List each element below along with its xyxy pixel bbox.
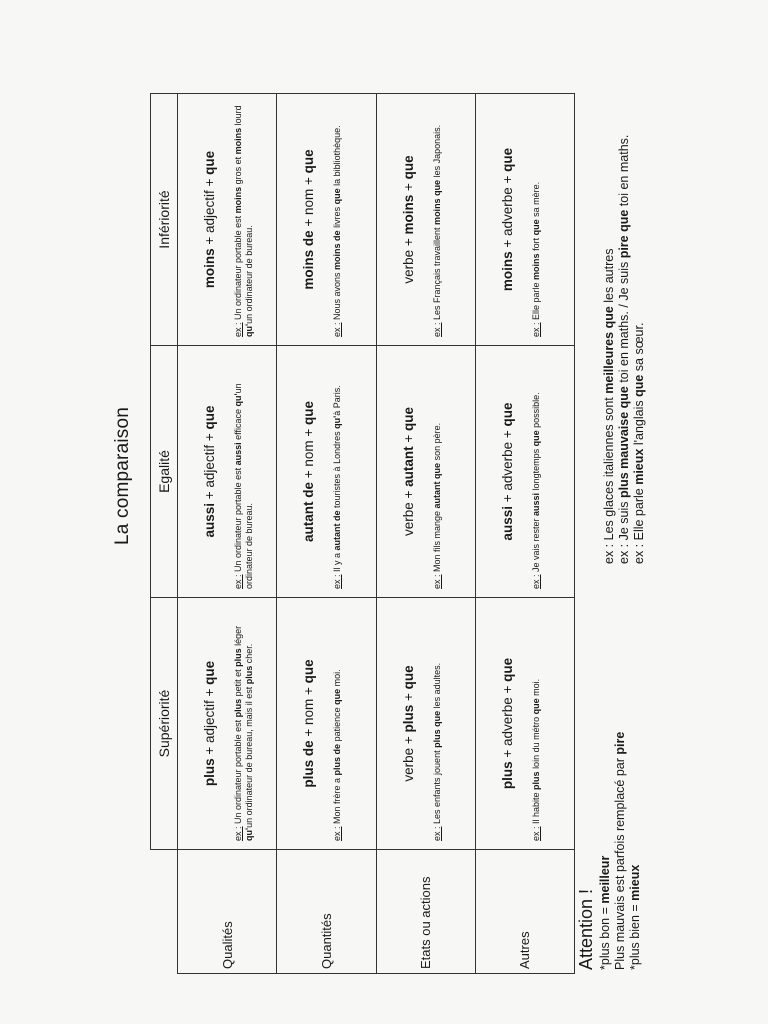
cell-superiorite bbox=[376, 598, 475, 850]
formula: autant de + nom + que bbox=[301, 400, 317, 543]
table-header-row bbox=[151, 94, 178, 974]
formula: moins de + nom + que bbox=[301, 149, 317, 290]
example-text: ex : Les Français travaillent moins que les Japonais. bbox=[431, 124, 442, 337]
example-text: ex : Un ordinateur portable est plus petit et plus léger qu'un ordinateur de bureau, mais il est plus cher. bbox=[233, 625, 255, 841]
attention-line: Plus mauvais est parfois remplacé par pire bbox=[613, 731, 627, 970]
formula: plus de + nom + que bbox=[301, 659, 317, 788]
attention-line: *plus bien = mieux bbox=[628, 864, 642, 970]
cell-egalite bbox=[376, 346, 475, 598]
example-text: ex : Nous avons moins de livres que la bibliothèque. bbox=[332, 125, 343, 337]
header-superiorite: Supériorité bbox=[151, 598, 178, 850]
example-text: ex : Mon frère a plus de patience que moi. bbox=[332, 669, 343, 841]
table-row-autres bbox=[475, 94, 574, 974]
table-row-etats-ou-actions bbox=[376, 94, 475, 974]
example-text: ex : Un ordinateur portable est aussi efficace qu'un ordinateur de bureau. bbox=[233, 383, 255, 589]
formula: moins + adverbe + que bbox=[499, 147, 515, 292]
formula: plus + adjectif + que bbox=[202, 660, 218, 787]
attention-line: *plus bon = meilleur bbox=[598, 855, 612, 970]
row-label: Quantités bbox=[277, 850, 376, 974]
example-text: ex : Mon fils mange autant que son père. bbox=[431, 422, 442, 589]
table-row-qualites bbox=[178, 94, 277, 974]
header-inferiorite: Infériorité bbox=[151, 94, 178, 346]
cell-superiorite bbox=[475, 598, 574, 850]
formula: moins + adjectif + que bbox=[202, 150, 218, 289]
example-text: ex : Elle parle moins fort que sa mère. bbox=[530, 181, 541, 337]
attention-example: ex : Je suis plus mauvaise que toi en maths. / Je suis pire que toi en maths. bbox=[617, 134, 631, 564]
comparison-table bbox=[150, 93, 575, 974]
cell-egalite bbox=[475, 346, 574, 598]
example-text: ex : Il y a autant de touristes à Londres qu'à Paris. bbox=[332, 385, 343, 589]
row-label: Autres bbox=[475, 850, 574, 974]
attention-example: ex : Les glaces italiennes sont meilleures que les autres bbox=[602, 248, 616, 564]
formula: verbe + plus + que bbox=[400, 665, 416, 782]
formula: plus + adverbe + que bbox=[499, 657, 515, 790]
table-row-quantites bbox=[277, 94, 376, 974]
cell-superiorite bbox=[178, 598, 277, 850]
example-text: ex : Il habite plus loin du métro que moi. bbox=[530, 678, 541, 841]
formula: aussi + adverbe + que bbox=[499, 402, 515, 541]
cell-superiorite bbox=[277, 598, 376, 850]
cell-egalite bbox=[277, 346, 376, 598]
header-empty bbox=[151, 850, 178, 974]
row-label: Qualités bbox=[178, 850, 277, 974]
formula: verbe + autant + que bbox=[400, 406, 416, 537]
cell-inferiorite bbox=[376, 94, 475, 346]
cell-inferiorite bbox=[277, 94, 376, 346]
attention-examples bbox=[602, 44, 647, 564]
formula: verbe + moins + que bbox=[400, 155, 416, 284]
cell-inferiorite bbox=[178, 94, 277, 346]
cell-inferiorite bbox=[475, 94, 574, 346]
example-text: ex : Un ordinateur portable est moins gros et moins lourd qu'un ordinateur de bureau. bbox=[233, 105, 255, 337]
cell-egalite bbox=[178, 346, 277, 598]
attention-notes bbox=[576, 550, 643, 970]
attention-title: Attention ! bbox=[576, 888, 596, 970]
page-title: La comparaison bbox=[112, 407, 133, 545]
example-text: ex : Les enfants jouent plus que les adultes. bbox=[431, 662, 442, 841]
row-label: Etats ou actions bbox=[376, 850, 475, 974]
attention-example: ex : Elle parle mieux l'anglais que sa sœur. bbox=[632, 322, 646, 564]
example-text: ex : Je vais rester aussi longtemps que possible. bbox=[530, 392, 541, 589]
header-egalite: Egalité bbox=[151, 346, 178, 598]
formula: aussi + adjectif + que bbox=[202, 405, 218, 538]
